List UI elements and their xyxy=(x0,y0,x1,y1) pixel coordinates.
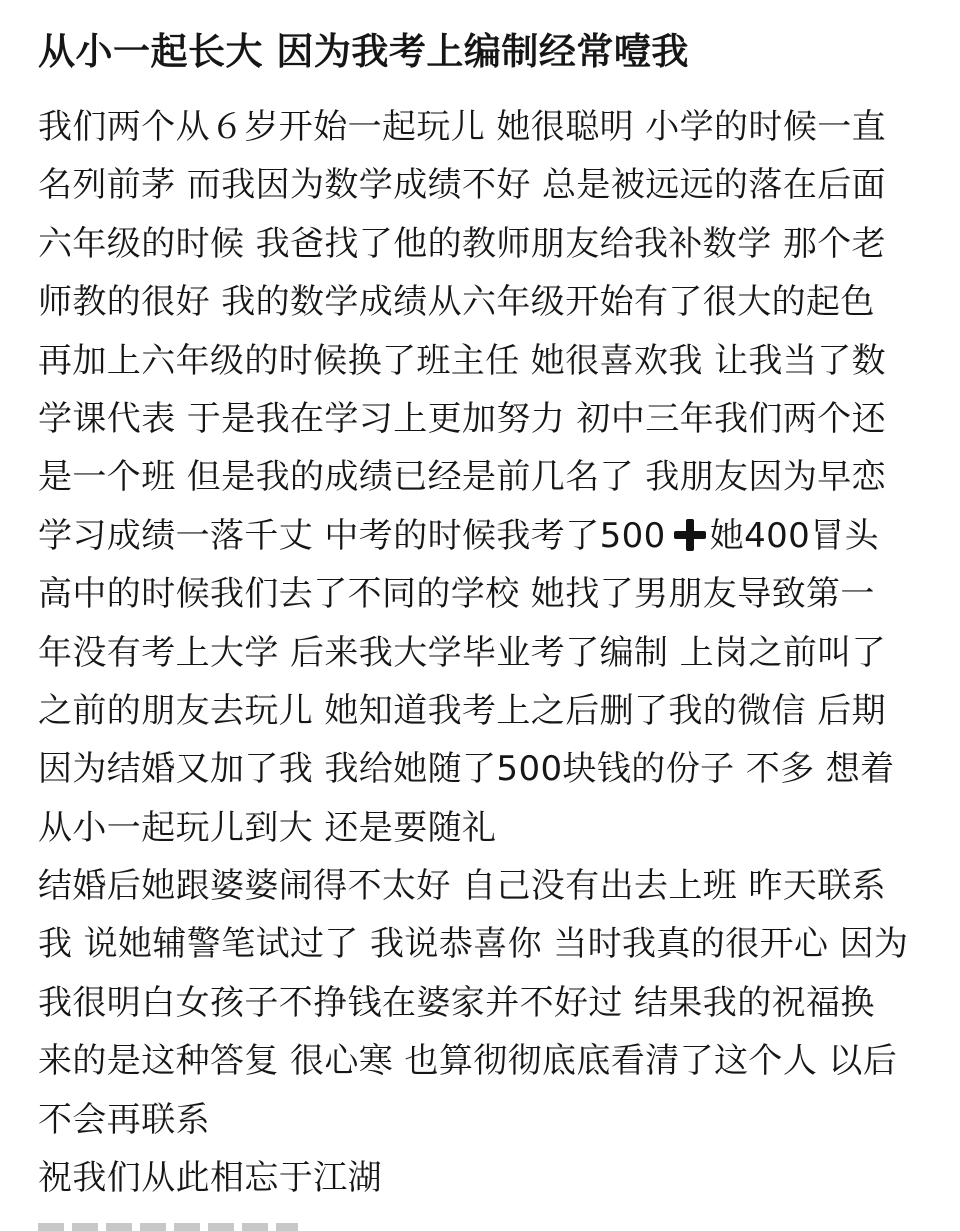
body-line-8-head: 学习成绩一落千丈 中考的时候我考了500 xyxy=(38,515,666,556)
body-line-6: 学课代表 于是我在学习上更加努力 初中三年我们两个还 xyxy=(38,398,887,439)
body-line-11: 之前的朋友去玩儿 她知道我考上之后删了我的微信 后期 xyxy=(38,690,887,731)
body-line-14: 结婚后她跟婆婆闹得不太好 自己没有出去上班 昨天联系 xyxy=(38,866,887,907)
body-line-13: 从小一起玩儿到大 还是要随礼 xyxy=(38,807,497,848)
heavy-plus-icon xyxy=(674,519,706,551)
body-line-2: 名列前茅 而我因为数学成绩不好 总是被远远的落在后面 xyxy=(38,165,887,206)
body-line-15: 我 说她辅警笔试过了 我说恭喜你 当时我真的很开心 因为 xyxy=(38,924,909,965)
body-line-18: 不会再联系 xyxy=(38,1099,210,1140)
body-line-1: 我们两个从６岁开始一起玩儿 她很聪明 小学的时候一直 xyxy=(38,107,887,147)
cut-off-text-edge xyxy=(38,1222,298,1231)
body-line-17: 来的是这种答复 很心寒 也算彻彻底底看清了这个人 以后 xyxy=(38,1041,898,1082)
body-line-19: 祝我们从此相忘于江湖 xyxy=(38,1158,382,1199)
body-line-8-tail: 她400冒头 xyxy=(709,515,879,556)
body-line-7: 是一个班 但是我的成绩已经是前几名了 我朋友因为早恋 xyxy=(38,457,887,498)
body-line-10: 年没有考上大学 后来我大学毕业考了编制 上岗之前叫了 xyxy=(38,632,887,673)
body-line-12: 因为结婚又加了我 我给她随了500块钱的份子 不多 想着 xyxy=(38,749,895,790)
body-line-16: 我很明白女孩子不挣钱在婆家并不好过 结果我的祝福换 xyxy=(38,982,875,1023)
post-body xyxy=(38,98,938,1207)
body-line-3: 六年级的时候 我爸找了他的教师朋友给我补数学 那个老 xyxy=(38,223,887,264)
body-line-9: 高中的时候我们去了不同的学校 她找了男朋友导致第一 xyxy=(38,574,875,615)
body-line-5: 再加上六年级的时候换了班主任 她很喜欢我 让我当了数 xyxy=(38,340,887,381)
body-line-8 xyxy=(38,507,938,565)
body-line-4: 师教的很好 我的数学成绩从六年级开始有了很大的起色 xyxy=(38,282,875,323)
post-title: 从小一起长大 因为我考上编制经常噎我 xyxy=(38,30,689,73)
